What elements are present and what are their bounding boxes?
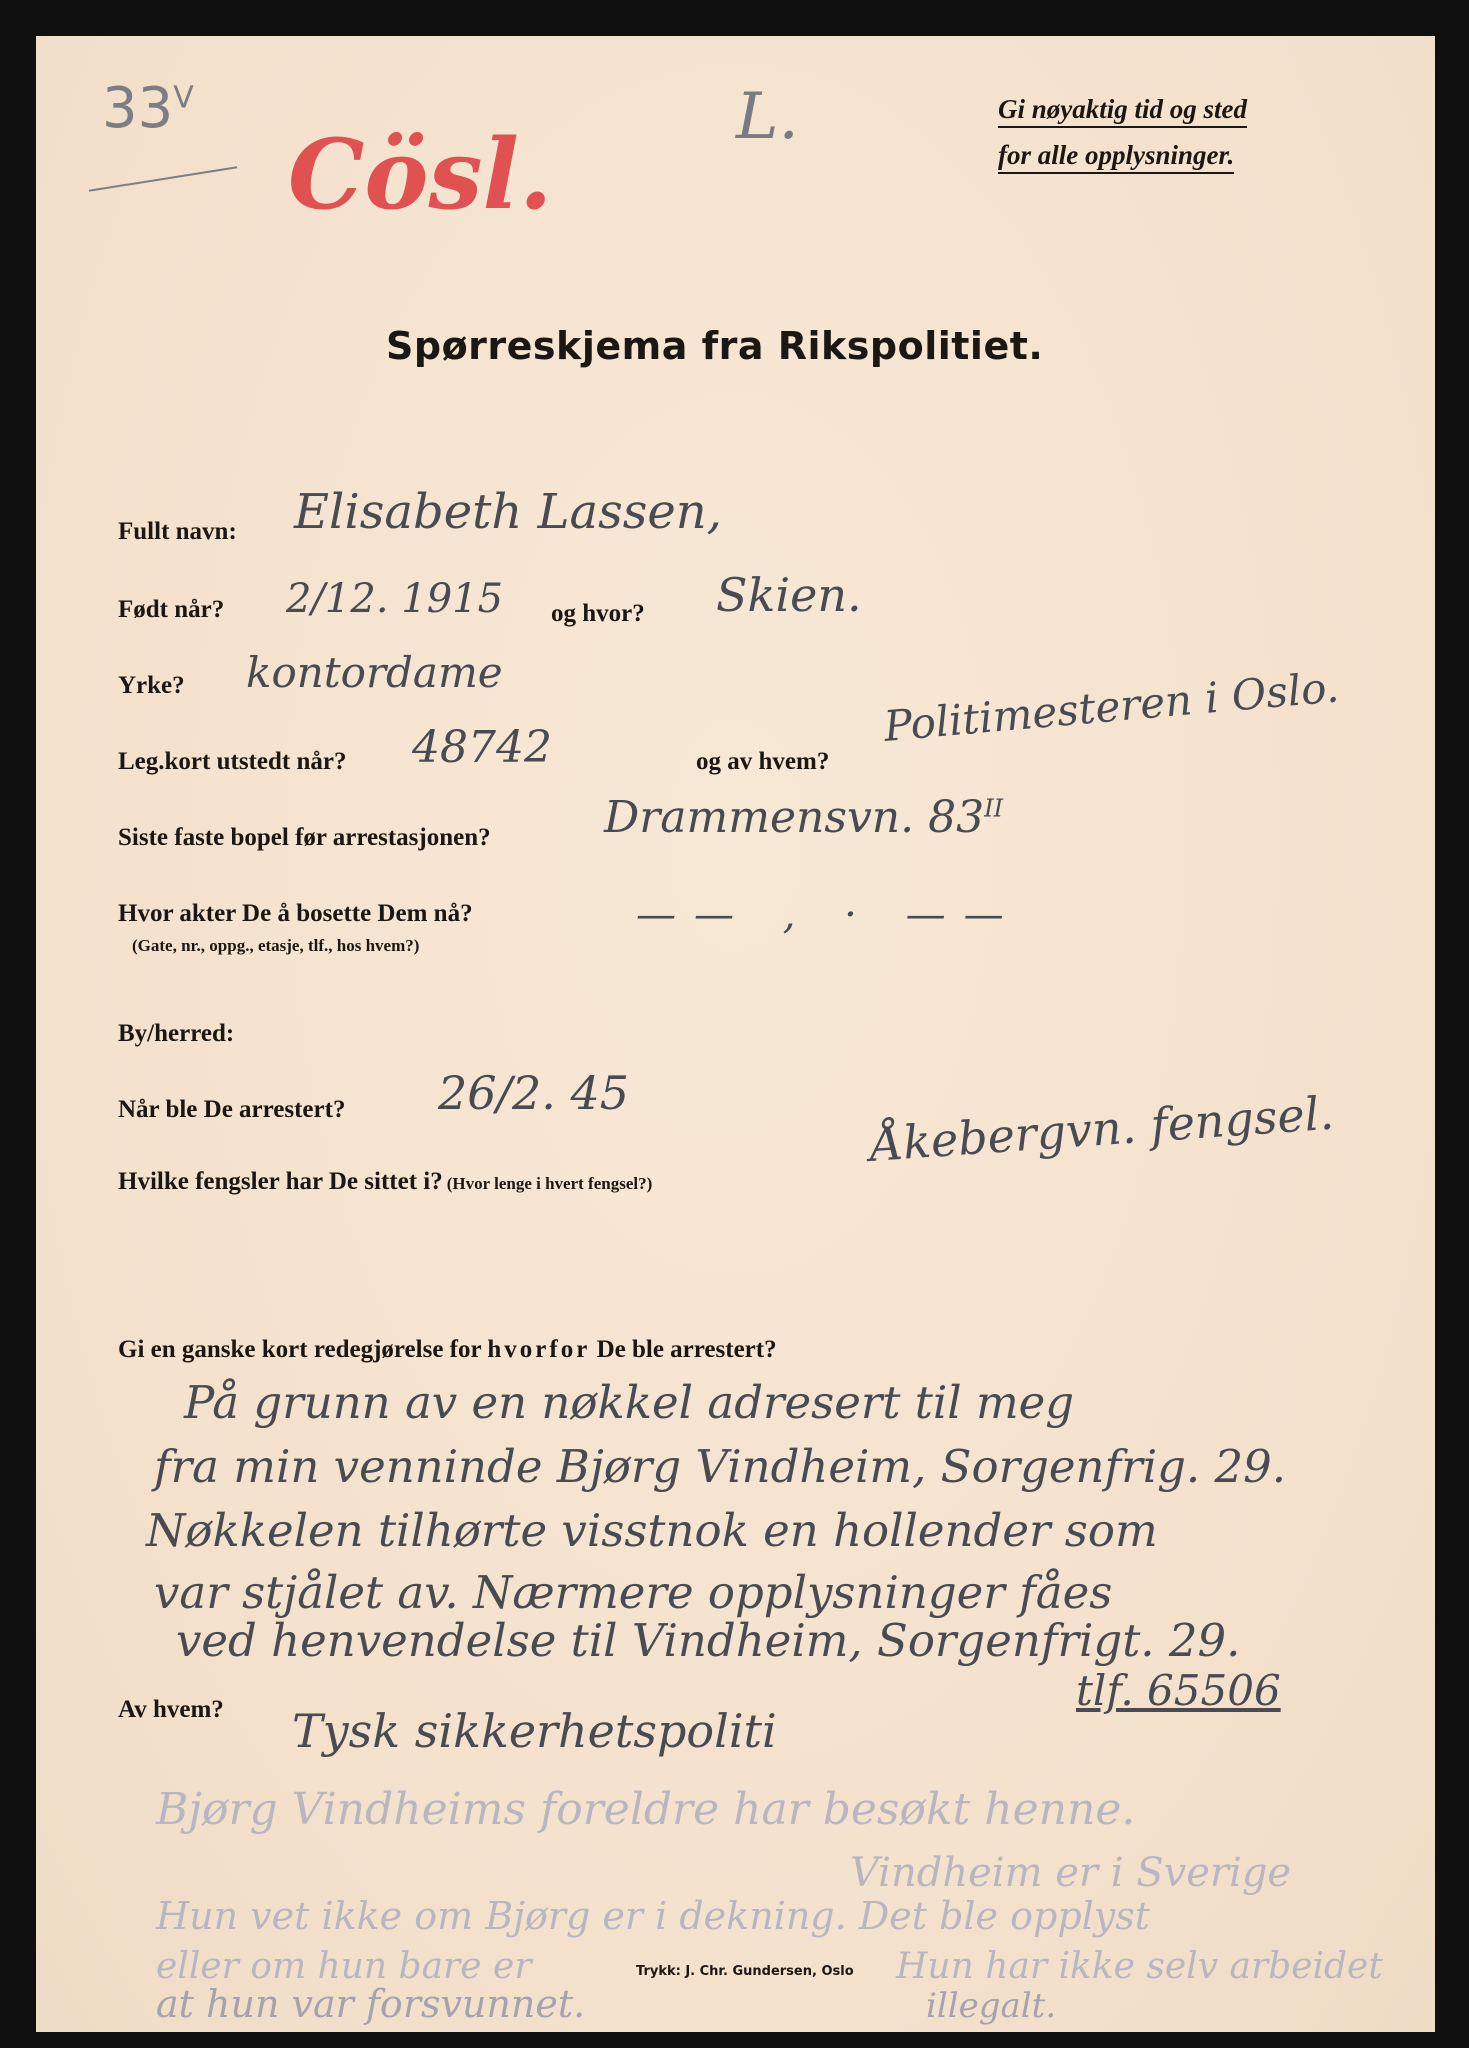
prisons-label: Hvilke fengsler har De sittet i? [118,1168,443,1195]
id-card-when-label: Leg.kort utstedt når? [118,748,347,775]
instruction-note [998,86,1247,178]
id-card-by-value: Politimesteren i Oslo. [881,662,1341,751]
reason-line-4: var stjålet av. Nærmere opplysninger fåes [154,1566,1113,1619]
reason-line-3: Nøkkelen tilhørte visstnok en hollender som [146,1504,1158,1557]
city-label: By/herred: [118,1020,235,1047]
form-title: Spørreskjema fra Rikspolitiet. [386,324,1044,368]
arrested-when-value: 26/2. 45 [438,1066,630,1120]
occupation-value: kontordame [246,648,503,697]
reason-line-5: ved henvendelse til Vindheim, Sorgenfrigt. 29. [176,1614,1241,1667]
red-mark: Cösl. [288,118,553,231]
id-card-when-value: 48742 [412,722,552,773]
born-when-label: Født når? [118,596,225,623]
last-address-label: Siste faste bopel før arrestasjonen? [118,824,491,851]
letter-mark: L. [736,80,799,154]
faint-note-5: at hun var forsvunnet. [156,1982,586,2026]
born-where-value: Skien. [716,568,862,622]
prisons-sublabel: (Hvor lenge i hvert fengsel?) [446,1174,653,1193]
by-whom-value: Tysk sikkerhetspoliti [292,1704,777,1758]
intended-residence-sublabel: (Gate, nr., oppg., etasje, tlf., hos hvem?) [132,936,420,955]
faint-note-2: Vindheim er i Sverige [850,1850,1292,1896]
full-name-label: Fullt navn: [118,518,237,545]
intended-residence-label: Hvor akter De å bosette Dem nå? [118,900,473,927]
reason-label: Gi en ganske kort redegjørelse for hvorfor De ble arrestert? [118,1336,777,1363]
printer-credit: Trykk: J. Chr. Gundersen, Oslo [636,1964,854,1979]
by-whom-label: Av hvem? [118,1696,224,1723]
faint-note-4: eller om hun bare er [156,1946,532,1987]
born-where-label: og hvor? [551,600,645,627]
id-card-by-label: og av hvem? [696,748,830,775]
born-when-value: 2/12. 1915 [286,576,504,622]
reason-line-1: På grunn av en nøkkel adresert til meg [184,1376,1075,1429]
reason-line-2: fra min venninde Bjørg Vindheim, Sorgenfrig. 29. [154,1440,1287,1493]
document-page [36,36,1435,2032]
reason-line-6: tlf. 65506 [1076,1666,1281,1715]
arrested-when-label: Når ble De arrestert? [118,1096,346,1123]
faint-note-3: Hun vet ikke om Bjørg er i dekning. Det ble opplyst [156,1894,1151,1938]
intended-residence-value: —— , · —— [636,892,1022,938]
last-address-value: Drammensvn. $83^{II}$ [604,792,1004,843]
occupation-label: Yrke? [118,672,185,699]
instruction-line-1: Gi nøyaktig tid og sted [998,94,1247,128]
prisons-value: Åkebergvn. fengsel. [868,1085,1336,1172]
faint-note-6: Hun har ikke selv arbeidet [896,1946,1383,1987]
file-number-underline [89,166,237,191]
prisons-label-row [118,1168,652,1196]
faint-note-1: Bjørg Vindheims foreldre har besøkt henne. [156,1784,1136,1835]
full-name-value: Elisabeth Lassen, [294,484,722,540]
instruction-line-2: for alle opplysninger. [998,140,1234,174]
file-number: $33^V$ [102,76,194,141]
faint-note-7: illegalt. [926,1986,1057,2026]
